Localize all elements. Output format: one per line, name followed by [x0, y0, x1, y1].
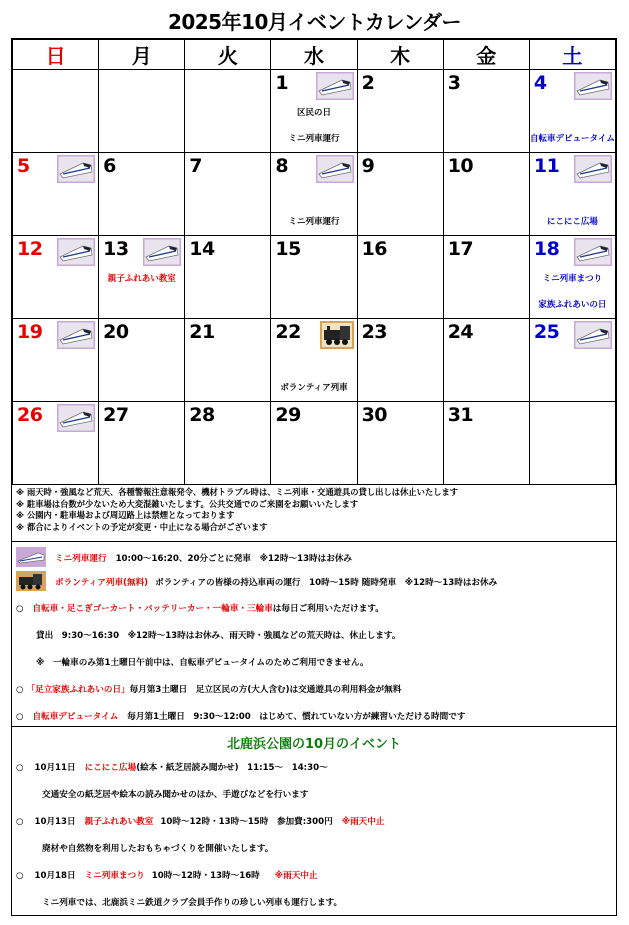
- weekday-header-row: [13, 40, 616, 70]
- event-row: [16, 815, 384, 827]
- calendar-day-cell: [185, 153, 271, 236]
- calendar-week-row: [13, 236, 616, 319]
- day-event-label: 家族ふれあいの日: [538, 300, 607, 310]
- calendar-day-cell: [99, 319, 185, 402]
- steam-locomotive-icon: [16, 571, 46, 594]
- unicycle-row: ※ 一輪車のみ第1土曜日午前中は、自転車デビュータイムのためご利用できません。: [36, 658, 369, 668]
- calendar-day-cell: [271, 402, 357, 485]
- day-event-label: ミニ列車まつり: [542, 274, 603, 284]
- calendar-day-cell: [13, 402, 99, 485]
- calendar-day-cell: [13, 153, 99, 236]
- calendar-day-cell: [357, 402, 443, 485]
- calendar-day-cell: [443, 70, 529, 153]
- calendar-day-cell: [443, 402, 529, 485]
- event-detail: 10時～12時・13時～16時: [151, 871, 260, 881]
- calendar-day-cell: [271, 319, 357, 402]
- calendar-table: [12, 39, 616, 485]
- day-number: 14: [189, 238, 215, 260]
- day-event-label: 親子ふれあい教室: [107, 274, 176, 284]
- calendar-day-cell: [99, 236, 185, 319]
- calendar-day-cell: [529, 70, 615, 153]
- day-number: 4: [533, 72, 547, 94]
- day-number: 28: [189, 404, 215, 426]
- train-icon: [57, 321, 95, 349]
- train-icon: [143, 238, 181, 266]
- weekday-thu: 木: [357, 40, 443, 70]
- day-number: 5: [17, 155, 30, 177]
- calendar-day-cell: [271, 236, 357, 319]
- train-icon: [316, 155, 354, 183]
- calendar-day-cell: [357, 236, 443, 319]
- page-title: 2025年10月イベントカレンダー: [167, 10, 462, 34]
- train-icon: [574, 155, 612, 183]
- weekday-mon: 月: [99, 40, 185, 70]
- calendar-day-cell: [99, 70, 185, 153]
- day-number: 30: [361, 404, 388, 426]
- calendar-day-cell: [443, 236, 529, 319]
- day-number: 2: [361, 72, 375, 94]
- day-number: 8: [275, 155, 289, 177]
- weekday-sun: 日: [13, 40, 99, 70]
- mini-train-label: ミニ列車運行: [55, 554, 107, 564]
- day-number: 15: [275, 238, 301, 260]
- train-icon: [574, 238, 612, 266]
- day-event-label: ミニ列車運行: [288, 217, 340, 227]
- weekday-sat: 土: [529, 40, 615, 70]
- bullet-marker: ○: [16, 871, 24, 881]
- weekday-fri: 金: [443, 40, 529, 70]
- day-number: 16: [361, 238, 388, 260]
- debut-row: [16, 710, 465, 722]
- bullet-marker: ○: [16, 712, 24, 722]
- section-title: 北鹿浜公園の10月のイベント: [226, 737, 402, 752]
- mini-train-text: 10:00～16:20、20分ごとに発車 ※12時～13時はお休み: [115, 554, 353, 564]
- day-number: 17: [447, 238, 474, 260]
- event-detail: 10時～12時・13時～15時 参加費:300円: [160, 817, 333, 827]
- calendar-day-cell: [185, 236, 271, 319]
- calendar-day-cell: [185, 70, 271, 153]
- weekday-tue: 火: [185, 40, 271, 70]
- day-number: 10: [447, 155, 474, 177]
- calendar-day-cell: [529, 402, 615, 485]
- debut-label: 自転車デビュータイム: [32, 712, 119, 722]
- day-event-label: ミニ列車運行: [288, 134, 340, 144]
- bullet-marker: ○: [16, 817, 24, 827]
- calendar-day-cell: [99, 153, 185, 236]
- event-date: 10月13日: [34, 817, 76, 827]
- calendar-day-cell: [13, 319, 99, 402]
- note-line: ※ 都合によりイベントの予定が変更・中止になる場合がございます: [16, 521, 268, 532]
- calendar-day-cell: [13, 236, 99, 319]
- note-line: ※ 駐車場は台数が少ないため大変混雑いたします。公共交通でのご来園をお願いいたします: [16, 498, 359, 509]
- bike-row: [16, 602, 384, 614]
- calendar-day-cell: [443, 319, 529, 402]
- calendar-frame: [11, 38, 617, 916]
- day-number: 12: [17, 238, 43, 260]
- event-row: [16, 761, 328, 773]
- event-sub: 廃材や自然物を利用したおもちゃづくりを開催いたします。: [42, 844, 274, 854]
- calendar-week-row: [13, 402, 616, 485]
- day-event-label: 自転車デビュータイム: [530, 134, 615, 144]
- day-event-label: にこにこ広場: [546, 217, 598, 227]
- train-icon: [57, 238, 95, 266]
- event-sub: 交通安全の紙芝居や絵本の読み聞かせのほか、手遊びなどを行います: [42, 790, 309, 800]
- day-number: 1: [275, 72, 289, 94]
- train-icon: [57, 155, 95, 183]
- calendar-day-cell: [357, 153, 443, 236]
- day-number: 23: [361, 321, 388, 343]
- note-line: ※ 公園内・駐車場および周辺路上は禁煙となっております: [16, 510, 235, 520]
- volunteer-text: ボランティアの皆様の持込車両の運行 10時～15時 随時発車 ※12時～13時はお休み: [155, 578, 498, 588]
- event-date: 10月11日: [34, 763, 76, 773]
- day-number: 13: [103, 238, 129, 260]
- day-number: 3: [447, 72, 461, 94]
- calendar-week-row: [13, 153, 616, 236]
- bike-label: 自転車・足こぎゴーカート・バッテリーカー・一輪車・三輪車: [32, 604, 273, 614]
- volunteer-row: [16, 571, 497, 594]
- train-icon: [57, 404, 95, 432]
- day-number: 27: [103, 404, 129, 426]
- day-number: 29: [275, 404, 301, 426]
- event-warning: ※雨天中止: [274, 871, 318, 881]
- day-number: 9: [361, 155, 375, 177]
- notes-box: [12, 484, 616, 542]
- day-number: 22: [275, 321, 301, 343]
- mini-train-row: [16, 547, 352, 570]
- calendar-day-cell: [529, 319, 615, 402]
- calendar-day-cell: [99, 402, 185, 485]
- calendar-week-row: [13, 319, 616, 402]
- calendar-day-cell: [357, 70, 443, 153]
- day-number: 25: [533, 321, 560, 343]
- family-day-text: 毎月第3土曜日 足立区民の方(大人含む)は交通遊具の利用料金が無料: [129, 685, 402, 695]
- calendar-day-cell: [357, 319, 443, 402]
- event-warning: ※雨天中止: [341, 817, 385, 827]
- calendar-day-cell: [13, 70, 99, 153]
- weekday-wed: 水: [271, 40, 357, 70]
- day-number: 6: [103, 155, 116, 177]
- volunteer-label: ボランティア列車(無料): [55, 578, 149, 588]
- family-day-row: [16, 683, 401, 695]
- train-icon: [574, 72, 612, 100]
- calendar-day-cell: [271, 153, 357, 236]
- train-icon: [574, 321, 612, 349]
- day-event-label: ボランティア列車: [280, 383, 348, 393]
- day-number: 21: [189, 321, 215, 343]
- bullet-marker: ○: [16, 604, 24, 614]
- calendar-day-cell: [185, 319, 271, 402]
- info-box: [12, 543, 616, 727]
- day-number: 26: [17, 404, 43, 426]
- event-row: [16, 869, 318, 881]
- event-detail: (絵本・紙芝居読み聞かせ) 11:15～ 14:30～: [136, 763, 328, 773]
- event-name: にこにこ広場: [84, 763, 137, 773]
- event-name: ミニ列車まつり: [84, 871, 145, 881]
- train-icon: [316, 72, 354, 100]
- bullet-marker: ○: [16, 685, 24, 695]
- family-day-label: 「足立家族ふれあいの日」: [26, 685, 130, 695]
- event-sub: ミニ列車では、北鹿浜ミニ鉄道クラブ会員手作りの珍しい列車も運行します。: [42, 898, 343, 908]
- train-icon: [16, 547, 46, 570]
- calendar-day-cell: [529, 153, 615, 236]
- calendar-day-cell: [185, 402, 271, 485]
- event-name: 親子ふれあい教室: [84, 817, 154, 827]
- calendar-week-row: [13, 70, 616, 153]
- note-line: ※ 雨天時・強風など荒天、各種警報注意報発令、機材トラブル時は、ミニ列車・交通遊具の貸し出しは休止いたします: [16, 487, 459, 497]
- rental-row: 貸出 9:30～16:30 ※12時～13時はお休み、雨天時・強風などの荒天時は、休止します。: [36, 631, 401, 641]
- steam-locomotive-icon: [320, 321, 354, 349]
- event-date: 10月18日: [34, 871, 76, 881]
- day-event-label: 区民の日: [296, 108, 331, 118]
- day-number: 11: [533, 155, 560, 177]
- day-number: 18: [533, 238, 560, 260]
- calendar-day-cell: [443, 153, 529, 236]
- bike-text: は毎日ご利用いただけます。: [272, 604, 384, 614]
- calendar-day-cell: [271, 70, 357, 153]
- day-number: 20: [103, 321, 129, 343]
- debut-text: 毎月第1土曜日 9:30～12:00 はじめて、慣れていない方が練習いただける時間です: [127, 712, 466, 722]
- bullet-marker: ○: [16, 763, 24, 773]
- day-number: 19: [17, 321, 43, 343]
- calendar-day-cell: [529, 236, 615, 319]
- day-number: 24: [447, 321, 474, 343]
- day-number: 7: [189, 155, 203, 177]
- day-number: 31: [447, 404, 474, 426]
